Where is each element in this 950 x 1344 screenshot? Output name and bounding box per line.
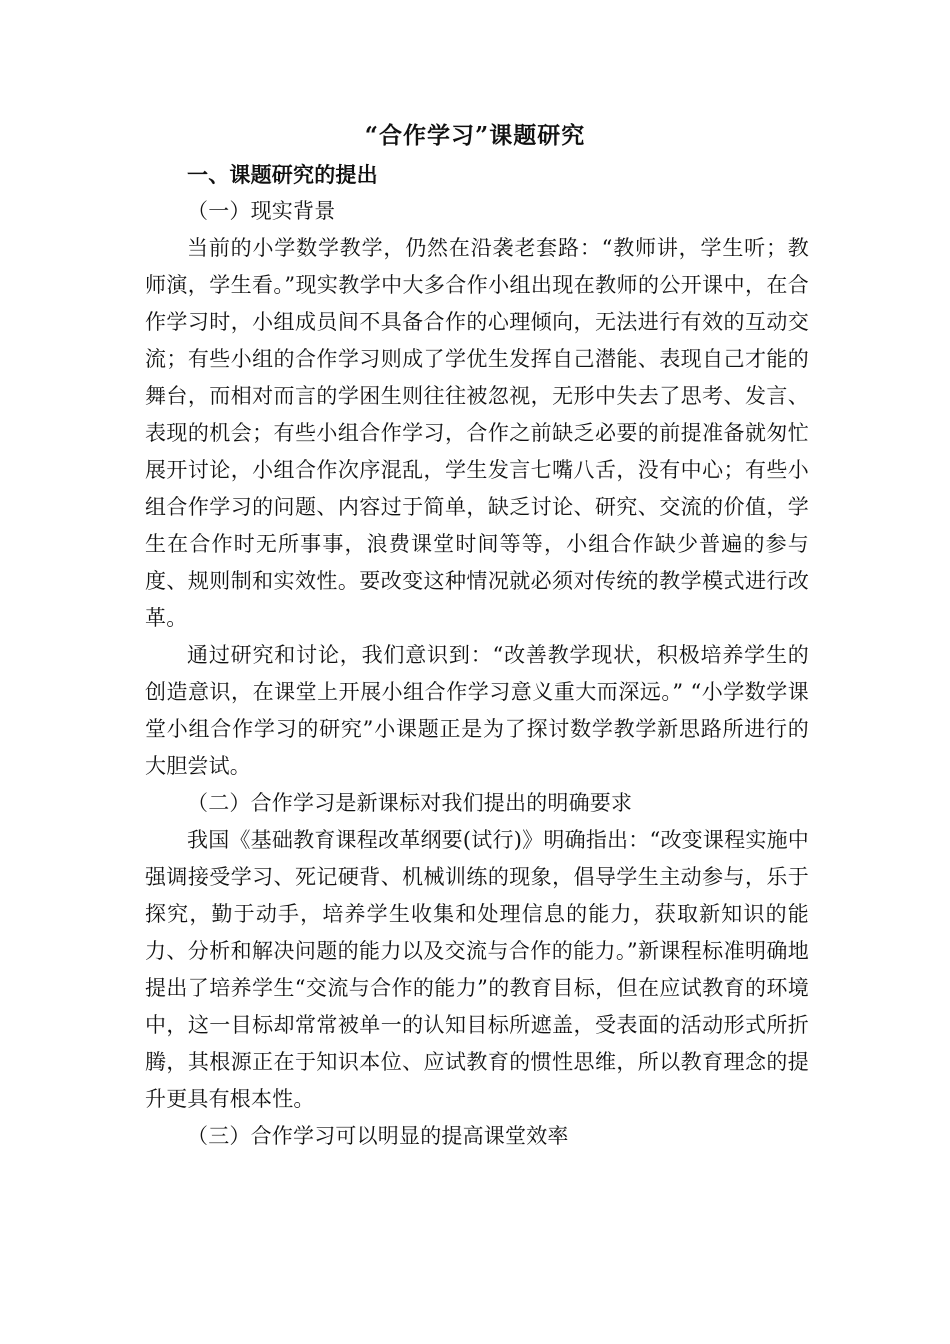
section-heading-1: 一、课题研究的提出 bbox=[187, 162, 378, 187]
paragraph-3: 我国《基础教育课程改革纲要(试行)》明确指出：“改变课程实施中强调接受学习、死记硬背、机械训练的现象，倡导学生主动参与，乐于探究，勤于动手，培养学生收集和处理信息的能力，获取新知识的能力、分析和解决问题的能力以及交流与合作的能力。”新课程标准明确地提出了培养学生“交流与合作的能力”的教育目标，但在应试教育的环境中，这一目标却常常被单一的认知目标所遮盖，受表面的活动形式所折腾，其根源正在于知识本位、应试教育的惯性思维，所以教育理念的提升更具有根本性。 bbox=[145, 828, 809, 1111]
subsection-heading-3: （三）合作学习可以明显的提高课堂效率 bbox=[187, 1124, 569, 1148]
paragraph-1: 当前的小学数学教学，仍然在沿袭老套路：“教师讲，学生听；教师演，学生看。”现实教学中大多合作小组出现在教师的公开课中，在合作学习时，小组成员间不具备合作的心理倾向，无法进行有效的互动交流；有些小组的合作学习则成了学优生发挥自己潜能、表现自己才能的舞台，而相对而言的学困生则往往被忽视，无形中失去了思考、发言、表现的机会；有些小组合作学习，合作之前缺乏必要的前提准备就匆忙展开讨论，小组合作次序混乱，学生发言七嘴八舌，没有中心；有些小组合作学习的问题、内容过于简单，缺乏讨论、研究、交流的价值，学生在合作时无所事事，浪费课堂时间等等，小组合作缺少普遍的参与度、规则制和实效性。要改变这种情况就必须对传统的教学模式进行改革。 bbox=[145, 236, 809, 630]
subsection-heading-2: （二）合作学习是新课标对我们提出的明确要求 bbox=[187, 791, 633, 815]
document-title: “合作学习”课题研究 bbox=[364, 122, 586, 149]
document-body bbox=[145, 156, 809, 1155]
paragraph-2: 通过研究和讨论，我们意识到：“改善教学现状，积极培养学生的创造意识，在课堂上开展小组合作学习意义重大而深远。” “小学数学课堂小组合作学习的研究”小课题正是为了探讨数学教学新思路所进行的大胆尝试。 bbox=[145, 643, 809, 778]
subsection-heading-1: （一）现实背景 bbox=[187, 199, 336, 223]
